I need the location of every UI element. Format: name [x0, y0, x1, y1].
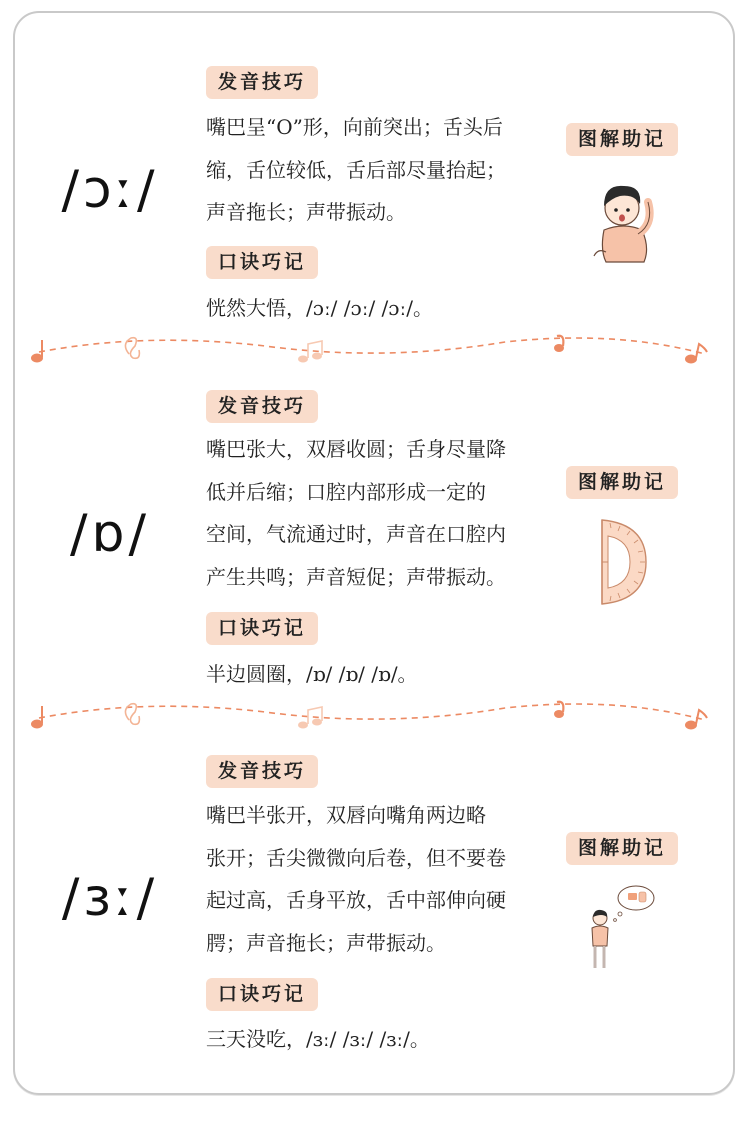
mnemonic-rhyme: 半边圆圈，/ɒ/ /ɒ/ /ɒ/。 — [206, 662, 418, 686]
mnemonic-rhyme: 恍然大悟，/ɔː/ /ɔː/ /ɔː/。 — [206, 296, 433, 320]
technique-tag: 发音技巧 — [206, 66, 318, 99]
technique-line: 产生共鸣；声音短促；声带振动。 — [206, 564, 506, 589]
technique-line: 低并后缩；口腔内部形成一定的 — [206, 479, 486, 504]
boy-thinking-icon — [590, 172, 660, 264]
technique-line: 声音拖长；声带振动。 — [206, 200, 406, 224]
technique-line: 起过高，舌身平放，舌中部伸向硬 — [206, 888, 506, 912]
mnemonic-tag: 口诀巧记 — [206, 612, 318, 645]
music-note-icon — [685, 710, 707, 730]
illustration-tag: 图解助记 — [566, 832, 678, 865]
technique-tag: 发音技巧 — [206, 755, 318, 788]
music-note-icon — [31, 706, 43, 729]
phoneme-symbol: /ɔː/ — [61, 160, 159, 220]
protractor-icon — [596, 516, 650, 608]
hungry-boy-icon — [584, 884, 658, 974]
technique-line: 嘴巴呈“O”形，向前突出；舌头后 — [206, 115, 503, 139]
phoneme-symbol: /ɒ/ — [69, 504, 151, 564]
technique-line: 张开；舌尖微微向后卷，但不要卷 — [206, 845, 506, 870]
technique-line: 缩，舌位较低，舌后部尽量抬起； — [206, 157, 506, 182]
technique-text — [206, 794, 526, 964]
music-divider — [25, 332, 725, 372]
mnemonic-rhyme: 三天没吃，/ɜː/ /ɜː/ /ɜː/。 — [206, 1027, 430, 1051]
illustration-tag: 图解助记 — [566, 466, 678, 499]
technique-line: 腭；声音拖长；声带振动。 — [206, 930, 446, 955]
technique-line: 空间，气流通过时，声音在口腔内 — [206, 522, 506, 546]
music-note-icon — [685, 344, 707, 364]
illustration-tag: 图解助记 — [566, 123, 678, 156]
phoneme-symbol: /ɜː/ — [61, 868, 159, 928]
mnemonic-tag: 口诀巧记 — [206, 246, 318, 279]
music-note-icon — [31, 340, 43, 363]
technique-line: 嘴巴张大，双唇收圆；舌身尽量降 — [206, 437, 506, 461]
technique-text — [206, 106, 526, 234]
music-divider — [25, 698, 725, 738]
technique-line: 嘴巴半张开，双唇向嘴角两边略 — [206, 803, 486, 827]
technique-tag: 发音技巧 — [206, 390, 318, 423]
technique-text — [206, 428, 526, 598]
mnemonic-tag: 口诀巧记 — [206, 978, 318, 1011]
